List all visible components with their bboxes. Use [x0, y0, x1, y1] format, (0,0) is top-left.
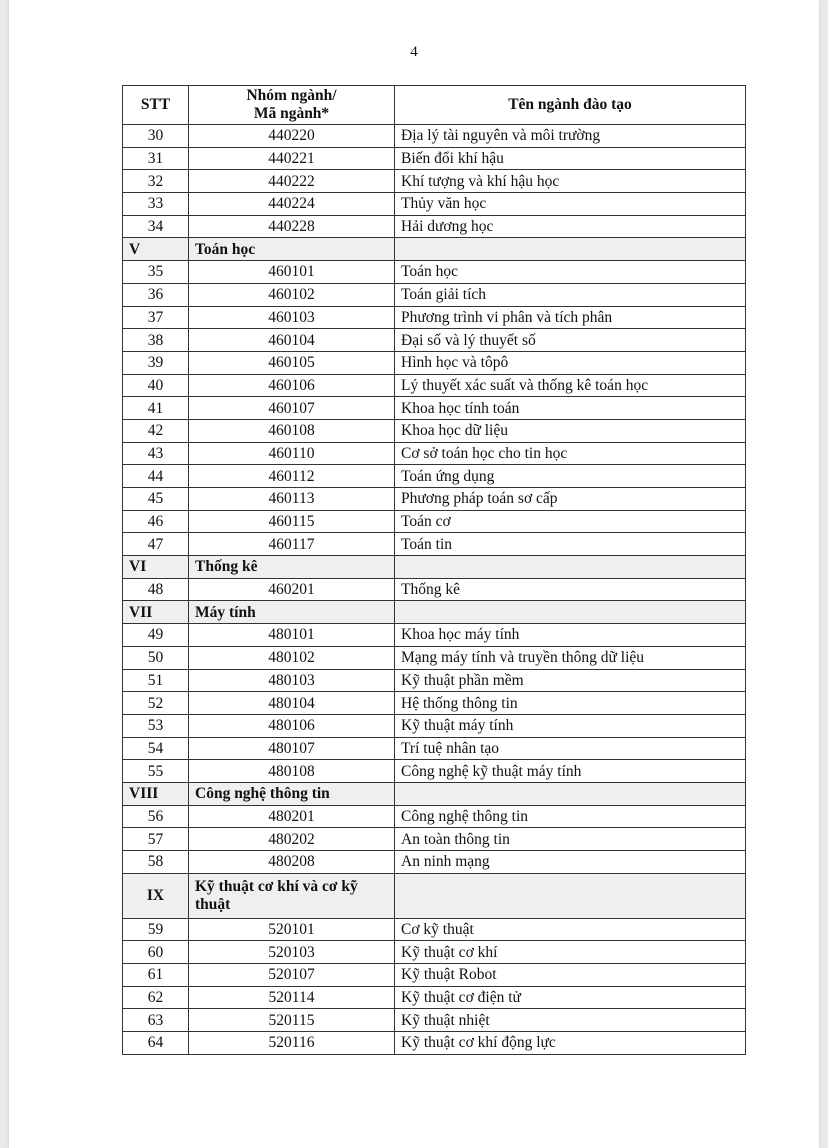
table-row: [123, 828, 746, 851]
row-major-code: 460117: [189, 533, 395, 556]
row-stt: 61: [123, 964, 189, 987]
row-major-name: Khoa học tính toán: [395, 397, 746, 420]
row-stt: 34: [123, 215, 189, 238]
row-stt: 49: [123, 624, 189, 647]
row-stt: 59: [123, 918, 189, 941]
row-major-name: Phương pháp toán sơ cấp: [395, 488, 746, 511]
table-row: [123, 215, 746, 238]
table-row: [123, 125, 746, 148]
row-stt: 43: [123, 442, 189, 465]
row-stt: 40: [123, 374, 189, 397]
group-number: IX: [123, 873, 189, 918]
row-major-name: Kỹ thuật phần mềm: [395, 669, 746, 692]
table-row: [123, 714, 746, 737]
row-major-code: 460201: [189, 578, 395, 601]
row-major-code: 480104: [189, 692, 395, 715]
table-row: [123, 397, 746, 420]
row-major-name: Trí tuệ nhân tạo: [395, 737, 746, 760]
row-major-code: 480201: [189, 805, 395, 828]
row-major-name: Cơ kỹ thuật: [395, 918, 746, 941]
table-row: [123, 193, 746, 216]
row-major-name: Toán cơ: [395, 510, 746, 533]
row-major-code: 460106: [189, 374, 395, 397]
row-stt: 31: [123, 147, 189, 170]
row-stt: 42: [123, 419, 189, 442]
row-major-name: Kỹ thuật cơ khí động lực: [395, 1032, 746, 1055]
row-major-name: Biến đổi khí hậu: [395, 147, 746, 170]
majors-table: [122, 85, 746, 1055]
group-row: [123, 556, 746, 579]
row-major-name: Khoa học máy tính: [395, 624, 746, 647]
row-stt: 55: [123, 760, 189, 783]
row-major-name: Hải dương học: [395, 215, 746, 238]
header-major-name: Tên ngành đào tạo: [395, 86, 746, 125]
header-group-code: [189, 86, 395, 125]
row-stt: 50: [123, 646, 189, 669]
table-row: [123, 465, 746, 488]
group-empty-cell: [395, 556, 746, 579]
row-stt: 46: [123, 510, 189, 533]
row-major-name: Cơ sở toán học cho tin học: [395, 442, 746, 465]
row-major-name: Mạng máy tính và truyền thông dữ liệu: [395, 646, 746, 669]
row-major-code: 460108: [189, 419, 395, 442]
row-major-name: Toán giải tích: [395, 283, 746, 306]
row-major-code: 480202: [189, 828, 395, 851]
row-stt: 45: [123, 488, 189, 511]
row-major-name: Phương trình vi phân và tích phân: [395, 306, 746, 329]
table-row: [123, 147, 746, 170]
group-row: [123, 238, 746, 261]
group-row: [123, 873, 746, 918]
row-stt: 47: [123, 533, 189, 556]
table-row: [123, 488, 746, 511]
row-major-code: 440228: [189, 215, 395, 238]
table-row: [123, 669, 746, 692]
row-major-name: An toàn thông tin: [395, 828, 746, 851]
row-major-name: Thủy văn học: [395, 193, 746, 216]
table-row: [123, 692, 746, 715]
table-row: [123, 351, 746, 374]
table-row: [123, 261, 746, 284]
table-body: [123, 125, 746, 1055]
row-major-name: Khí tượng và khí hậu học: [395, 170, 746, 193]
group-number: VI: [123, 556, 189, 579]
table-row: [123, 918, 746, 941]
row-major-code: 440224: [189, 193, 395, 216]
document-page: [9, 0, 819, 1148]
table-row: [123, 533, 746, 556]
row-major-code: 460107: [189, 397, 395, 420]
group-title: Kỹ thuật cơ khí và cơ kỹ thuật: [189, 873, 395, 918]
row-major-name: Kỹ thuật cơ điện tử: [395, 986, 746, 1009]
row-major-code: 460104: [189, 329, 395, 352]
table-row: [123, 374, 746, 397]
row-major-code: 440222: [189, 170, 395, 193]
row-major-name: An ninh mạng: [395, 851, 746, 874]
table-row: [123, 805, 746, 828]
table-row: [123, 760, 746, 783]
row-stt: 44: [123, 465, 189, 488]
table-row: [123, 170, 746, 193]
row-major-code: 480108: [189, 760, 395, 783]
group-row: [123, 782, 746, 805]
row-major-code: 480103: [189, 669, 395, 692]
row-major-name: Kỹ thuật nhiệt: [395, 1009, 746, 1032]
row-stt: 30: [123, 125, 189, 148]
row-stt: 58: [123, 851, 189, 874]
group-number: V: [123, 238, 189, 261]
row-major-code: 460105: [189, 351, 395, 374]
group-empty-cell: [395, 601, 746, 624]
row-major-code: 520115: [189, 1009, 395, 1032]
table-row: [123, 737, 746, 760]
table-row: [123, 578, 746, 601]
row-major-code: 480106: [189, 714, 395, 737]
row-major-name: Khoa học dữ liệu: [395, 419, 746, 442]
row-major-code: 460103: [189, 306, 395, 329]
header-group-line1: Nhóm ngành/: [246, 87, 337, 104]
row-major-name: Kỹ thuật máy tính: [395, 714, 746, 737]
row-major-code: 460110: [189, 442, 395, 465]
table-row: [123, 964, 746, 987]
row-major-code: 460115: [189, 510, 395, 533]
row-major-name: Công nghệ thông tin: [395, 805, 746, 828]
group-title: Toán học: [189, 238, 395, 261]
row-major-code: 520101: [189, 918, 395, 941]
table-row: [123, 329, 746, 352]
row-stt: 38: [123, 329, 189, 352]
row-major-code: 440220: [189, 125, 395, 148]
row-major-code: 480208: [189, 851, 395, 874]
row-major-name: Địa lý tài nguyên và môi trường: [395, 125, 746, 148]
row-major-name: Toán ứng dụng: [395, 465, 746, 488]
row-stt: 51: [123, 669, 189, 692]
row-stt: 33: [123, 193, 189, 216]
row-stt: 63: [123, 1009, 189, 1032]
row-major-code: 520116: [189, 1032, 395, 1055]
row-major-name: Hệ thống thông tin: [395, 692, 746, 715]
group-row: [123, 601, 746, 624]
row-stt: 37: [123, 306, 189, 329]
row-stt: 53: [123, 714, 189, 737]
row-stt: 35: [123, 261, 189, 284]
row-major-code: 520107: [189, 964, 395, 987]
row-major-code: 460112: [189, 465, 395, 488]
row-major-name: Kỹ thuật cơ khí: [395, 941, 746, 964]
row-stt: 57: [123, 828, 189, 851]
row-stt: 48: [123, 578, 189, 601]
table-row: [123, 510, 746, 533]
row-stt: 54: [123, 737, 189, 760]
table-row: [123, 442, 746, 465]
header-stt: STT: [123, 86, 189, 125]
table-row: [123, 851, 746, 874]
table-row: [123, 283, 746, 306]
table-row: [123, 646, 746, 669]
row-major-name: Lý thuyết xác suất và thống kê toán học: [395, 374, 746, 397]
row-stt: 60: [123, 941, 189, 964]
table-row: [123, 986, 746, 1009]
row-stt: 64: [123, 1032, 189, 1055]
group-title: Công nghệ thông tin: [189, 782, 395, 805]
table-row: [123, 1009, 746, 1032]
row-stt: 41: [123, 397, 189, 420]
row-stt: 62: [123, 986, 189, 1009]
row-stt: 39: [123, 351, 189, 374]
table-row: [123, 306, 746, 329]
row-major-name: Thống kê: [395, 578, 746, 601]
row-major-name: Công nghệ kỹ thuật máy tính: [395, 760, 746, 783]
row-stt: 32: [123, 170, 189, 193]
row-major-code: 480102: [189, 646, 395, 669]
row-major-code: 520114: [189, 986, 395, 1009]
row-major-code: 480101: [189, 624, 395, 647]
row-major-name: Hình học và tôpô: [395, 351, 746, 374]
row-major-code: 520103: [189, 941, 395, 964]
group-empty-cell: [395, 782, 746, 805]
row-major-name: Kỹ thuật Robot: [395, 964, 746, 987]
row-major-code: 460101: [189, 261, 395, 284]
row-major-name: Toán tin: [395, 533, 746, 556]
row-stt: 52: [123, 692, 189, 715]
table-row: [123, 1032, 746, 1055]
row-major-name: Đại số và lý thuyết số: [395, 329, 746, 352]
row-major-name: Toán học: [395, 261, 746, 284]
header-group-line2: Mã ngành*: [253, 105, 330, 122]
group-number: VII: [123, 601, 189, 624]
row-major-code: 480107: [189, 737, 395, 760]
group-title: Thống kê: [189, 556, 395, 579]
row-major-code: 460102: [189, 283, 395, 306]
group-number: VIII: [123, 782, 189, 805]
table-row: [123, 419, 746, 442]
row-stt: 36: [123, 283, 189, 306]
row-major-code: 460113: [189, 488, 395, 511]
row-stt: 56: [123, 805, 189, 828]
table-row: [123, 941, 746, 964]
table-row: [123, 624, 746, 647]
group-empty-cell: [395, 238, 746, 261]
group-empty-cell: [395, 873, 746, 918]
page-number: 4: [410, 44, 418, 60]
row-major-code: 440221: [189, 147, 395, 170]
group-title: Máy tính: [189, 601, 395, 624]
table-header-row: [123, 86, 746, 125]
